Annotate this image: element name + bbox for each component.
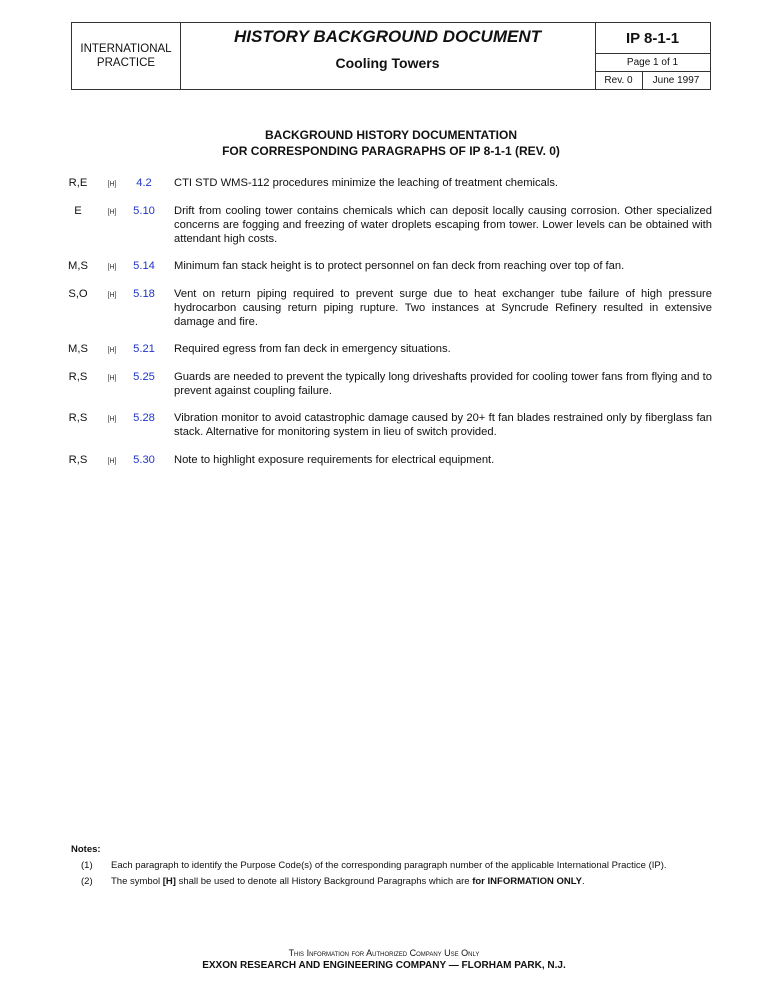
history-symbol: [H] (107, 347, 117, 354)
notes-heading: Notes: (71, 844, 101, 855)
ip-number: IP 8-1-1 (595, 23, 710, 54)
note-text: Each paragraph to identify the Purpose Code(s) of the corresponding paragraph number of the applicable International Practice (IP). (111, 860, 667, 871)
title-line-2: FOR CORRESPONDING PARAGRAPHS OF IP 8-1-1 (REV. 0) (222, 144, 560, 158)
note-emphasis: for INFORMATION ONLY (472, 876, 582, 887)
entry-text: Required egress from fan deck in emergency situations. (174, 343, 451, 355)
revision: Rev. 0 (595, 71, 643, 89)
history-symbol: [H] (107, 181, 117, 188)
paragraph-link[interactable]: 5.18 (133, 288, 155, 300)
note-text-end: . (582, 876, 585, 887)
purpose-code: R,S (68, 454, 88, 466)
entry-text: Drift from cooling tower contains chemicals which can deposit locally causing corrosion. Other specialized concerns are fogging and freezing of water droplets escaping from tower. Lower levels can be obtained with attendant high costs. (174, 205, 712, 245)
paragraph-link[interactable]: 5.10 (133, 205, 155, 217)
paragraph-link[interactable]: 5.25 (133, 371, 155, 383)
purpose-code: M,S (68, 343, 88, 355)
paragraph-link[interactable]: 5.14 (133, 260, 155, 272)
footer-disclaimer-text: This Information for Authorized Company Use Only (288, 948, 480, 958)
note-text-pre: The symbol (111, 876, 163, 887)
purpose-code: R,S (68, 371, 88, 383)
note-number: (2) (81, 876, 93, 887)
history-symbol: [H] (107, 264, 117, 271)
revision-date: June 1997 (652, 74, 700, 86)
footer-disclaimer (0, 948, 768, 958)
paragraph-link[interactable]: 5.30 (133, 454, 155, 466)
entry-text: CTI STD WMS-112 procedures minimize the leaching of treatment chemicals. (174, 177, 559, 189)
purpose-code: S,O (68, 288, 88, 300)
note-item (71, 858, 711, 874)
document-header (71, 22, 711, 90)
paragraph-link[interactable]: 5.21 (133, 343, 155, 355)
history-symbol: [H] (107, 375, 117, 382)
doc-type: HISTORY BACKGROUND DOCUMENT (234, 27, 541, 46)
note-text (111, 874, 711, 890)
org-line-2: PRACTICE (96, 57, 156, 69)
purpose-code: M,S (68, 260, 88, 272)
org-line-1: INTERNATIONAL (80, 43, 172, 55)
notes-section (71, 842, 711, 890)
entry-text: Vibration monitor to avoid catastrophic damage caused by 20+ ft fan blades restrained only by fiberglass fan stack. Alternative for monitoring system in lieu of switch provided. (174, 412, 712, 438)
note-item (71, 874, 711, 890)
id-cell (595, 23, 710, 89)
history-symbol: [H] (107, 209, 117, 216)
entry-text: Vent on return piping required to prevent surge due to heat exchanger tube failure of high pressure hydrocarbon causing return piping rupture. Two instances at Syncrude Refinery resulted in extensive damage and fire. (174, 288, 712, 328)
note-number: (1) (81, 860, 93, 871)
footer-company: EXXON RESEARCH AND ENGINEERING COMPANY — FLORHAM PARK, N.J. (202, 960, 566, 971)
history-symbol: [H] (107, 458, 117, 465)
title-line-1: BACKGROUND HISTORY DOCUMENTATION (265, 128, 517, 142)
entry-text: Minimum fan stack height is to protect personnel on fan deck from reaching over top of fan. (174, 260, 625, 272)
purpose-code: E (74, 205, 82, 217)
history-symbol: [H] (107, 416, 117, 423)
purpose-code: R,E (68, 177, 88, 189)
page-number: Page 1 of 1 (595, 53, 710, 72)
page-title (71, 127, 711, 159)
purpose-code: R,S (68, 412, 88, 424)
paragraph-link[interactable]: 5.28 (133, 412, 155, 424)
entry-text: Guards are needed to prevent the typically long driveshafts provided for cooling tower fans from flying and to prevent against coupling failure. (174, 371, 712, 397)
note-symbol: [H] (162, 876, 176, 887)
org-cell (72, 23, 181, 89)
history-symbol: [H] (107, 292, 117, 299)
doc-subject: Cooling Towers (335, 55, 440, 71)
note-text-mid: shall be used to denote all History Background Paragraphs which are (175, 876, 473, 887)
title-cell (180, 23, 596, 89)
entry-text: Note to highlight exposure requirements for electrical equipment. (174, 454, 495, 466)
paragraph-link[interactable]: 4.2 (136, 177, 152, 189)
